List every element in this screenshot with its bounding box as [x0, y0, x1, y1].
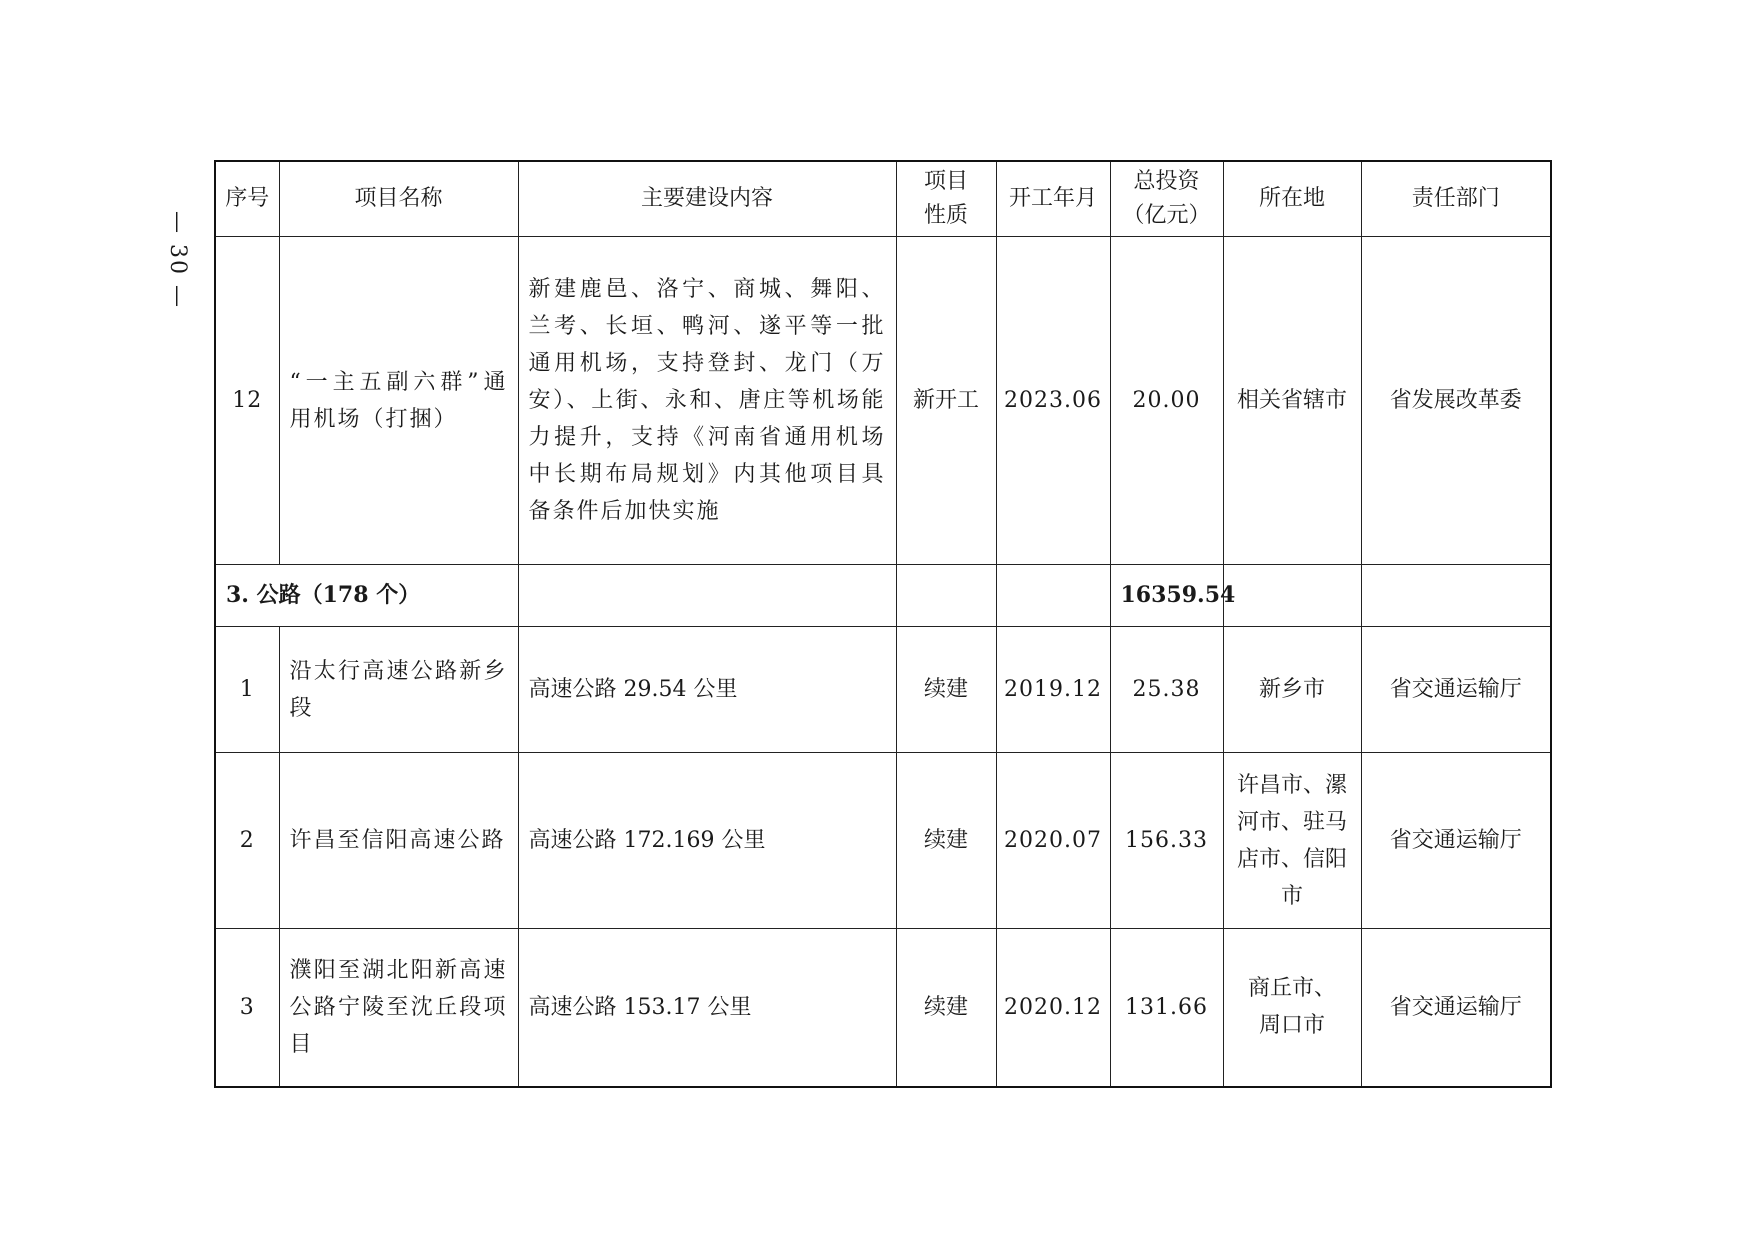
row-seq: 1 — [215, 627, 279, 753]
page-number: — 30 — — [165, 211, 190, 309]
section-empty-cell — [1361, 565, 1551, 627]
row-seq: 3 — [215, 929, 279, 1087]
table-row — [215, 237, 1551, 565]
table-row — [215, 929, 1551, 1087]
row-name: 濮阳至湖北阳新高速公路宁陵至沈丘段项目 — [279, 929, 518, 1087]
table-header-row — [215, 161, 1551, 237]
row-department: 省发展改革委 — [1361, 237, 1551, 565]
row-content: 高速公路 172.169 公里 — [518, 753, 896, 929]
header-start: 开工年月 — [996, 161, 1110, 237]
row-location: 新乡市 — [1223, 627, 1361, 753]
table-row — [215, 753, 1551, 929]
row-investment: 25.38 — [1110, 627, 1223, 753]
row-start: 2019.12 — [996, 627, 1110, 753]
section-empty-cell — [996, 565, 1110, 627]
row-name: 沿太行高速公路新乡段 — [279, 627, 518, 753]
row-department: 省交通运输厅 — [1361, 753, 1551, 929]
section-empty-cell — [1223, 565, 1361, 627]
section-total: 16359.54 — [1110, 565, 1223, 627]
header-location: 所在地 — [1223, 161, 1361, 237]
row-location: 相关省辖市 — [1223, 237, 1361, 565]
header-seq: 序号 — [215, 161, 279, 237]
row-department: 省交通运输厅 — [1361, 627, 1551, 753]
header-content: 主要建设内容 — [518, 161, 896, 237]
row-investment: 156.33 — [1110, 753, 1223, 929]
section-empty-cell — [896, 565, 996, 627]
header-name: 项目名称 — [279, 161, 518, 237]
row-start: 2023.06 — [996, 237, 1110, 565]
row-location: 许昌市、漯河市、驻马店市、信阳市 — [1223, 753, 1361, 929]
table-row — [215, 627, 1551, 753]
row-nature: 续建 — [896, 627, 996, 753]
row-name: 许昌至信阳高速公路 — [279, 753, 518, 929]
row-nature: 续建 — [896, 753, 996, 929]
row-nature: 续建 — [896, 929, 996, 1087]
row-location: 商丘市、周口市 — [1223, 929, 1361, 1087]
row-seq: 2 — [215, 753, 279, 929]
row-investment: 131.66 — [1110, 929, 1223, 1087]
row-start: 2020.07 — [996, 753, 1110, 929]
section-row — [215, 565, 1551, 627]
project-table — [214, 160, 1552, 1088]
header-nature: 项目性质 — [896, 161, 996, 237]
section-title: 3. 公路（178 个） — [215, 565, 518, 627]
row-name: “一主五副六群”通用机场（打捆） — [279, 237, 518, 565]
header-department: 责任部门 — [1361, 161, 1551, 237]
row-seq: 12 — [215, 237, 279, 565]
section-empty-cell — [518, 565, 896, 627]
row-content: 新建鹿邑、洛宁、商城、舞阳、兰考、长垣、鸭河、遂平等一批通用机场，支持登封、龙门（万安）、上街、永和、唐庄等机场能力提升，支持《河南省通用机场中长期布局规划》内其他项目具备条件后加快实施 — [518, 237, 896, 565]
row-department: 省交通运输厅 — [1361, 929, 1551, 1087]
row-start: 2020.12 — [996, 929, 1110, 1087]
row-content: 高速公路 153.17 公里 — [518, 929, 896, 1087]
row-nature: 新开工 — [896, 237, 996, 565]
row-content: 高速公路 29.54 公里 — [518, 627, 896, 753]
row-investment: 20.00 — [1110, 237, 1223, 565]
header-investment: 总投资（亿元） — [1110, 161, 1223, 237]
